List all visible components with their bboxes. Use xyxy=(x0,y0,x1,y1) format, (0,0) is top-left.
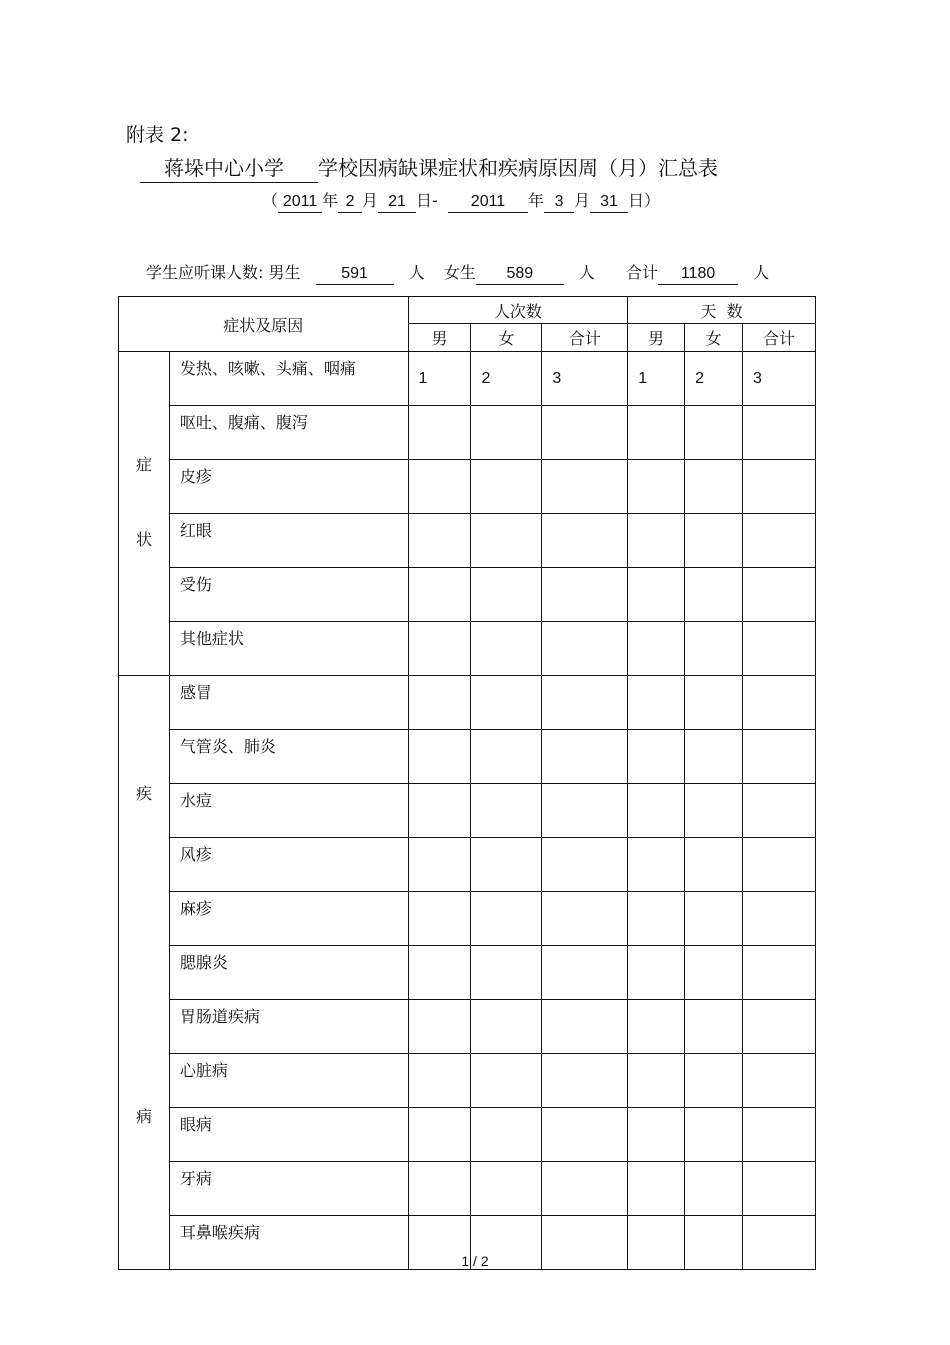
cell[interactable] xyxy=(628,1054,685,1108)
day-close: 日） xyxy=(628,191,661,210)
cell[interactable] xyxy=(743,1162,816,1216)
row-label: 其他症状 xyxy=(169,622,408,676)
row-label: 风疹 xyxy=(169,838,408,892)
cell[interactable] xyxy=(471,1000,542,1054)
table-row xyxy=(119,352,816,406)
unit-total: 人 xyxy=(753,263,770,282)
total-count: 1180 xyxy=(658,265,738,285)
row-label: 皮疹 xyxy=(169,460,408,514)
sub-total: 合计 xyxy=(542,324,628,352)
cell[interactable] xyxy=(471,676,542,730)
cell[interactable] xyxy=(471,730,542,784)
month-char: 月 xyxy=(362,191,379,210)
row-label: 牙病 xyxy=(169,1162,408,1216)
cell[interactable] xyxy=(471,406,542,460)
cell[interactable] xyxy=(685,460,743,514)
table-row xyxy=(119,568,816,622)
start-month: 2 xyxy=(338,193,362,213)
cell[interactable] xyxy=(685,838,743,892)
cell[interactable] xyxy=(408,946,471,1000)
cell[interactable] xyxy=(542,460,628,514)
cell[interactable] xyxy=(542,622,628,676)
month-char-2: 月 xyxy=(574,191,591,210)
cell[interactable] xyxy=(685,892,743,946)
cell[interactable] xyxy=(685,730,743,784)
cell[interactable] xyxy=(685,1000,743,1054)
end-month: 3 xyxy=(544,193,574,213)
header-visits: 人次数 xyxy=(408,297,628,324)
cell[interactable] xyxy=(471,892,542,946)
cell[interactable] xyxy=(471,1108,542,1162)
group-char: 疾 xyxy=(135,784,152,803)
female-label: 女生 xyxy=(443,263,476,282)
cell[interactable] xyxy=(628,622,685,676)
cell[interactable] xyxy=(628,730,685,784)
cell[interactable] xyxy=(628,1162,685,1216)
sub-male: 男 xyxy=(408,324,471,352)
group-symptoms xyxy=(119,352,170,676)
sub-female: 女 xyxy=(471,324,542,352)
table-row xyxy=(119,730,816,784)
unit-male: 人 xyxy=(408,263,425,282)
cell[interactable] xyxy=(628,892,685,946)
cell[interactable] xyxy=(471,514,542,568)
cell[interactable] xyxy=(408,622,471,676)
cell-value[interactable]: 1 xyxy=(628,352,685,406)
cell[interactable] xyxy=(542,676,628,730)
cell[interactable] xyxy=(542,1000,628,1054)
cell[interactable] xyxy=(408,784,471,838)
cell[interactable] xyxy=(542,946,628,1000)
table-row xyxy=(119,838,816,892)
cell[interactable] xyxy=(743,1054,816,1108)
summary-table xyxy=(118,296,816,1270)
sub-male: 男 xyxy=(628,324,685,352)
cell[interactable] xyxy=(628,676,685,730)
header-item: 症状及原因 xyxy=(119,297,409,352)
cell[interactable] xyxy=(471,946,542,1000)
header-days: 天 数 xyxy=(628,297,816,324)
cell[interactable] xyxy=(743,838,816,892)
cell[interactable] xyxy=(471,460,542,514)
cell[interactable] xyxy=(408,1054,471,1108)
row-label: 发热、咳嗽、头痛、咽痛 xyxy=(169,352,408,406)
day-dash: 日- xyxy=(416,191,438,210)
cell[interactable] xyxy=(542,1108,628,1162)
cell[interactable] xyxy=(471,838,542,892)
cell[interactable] xyxy=(408,514,471,568)
cell[interactable] xyxy=(628,514,685,568)
cell[interactable] xyxy=(471,1054,542,1108)
cell[interactable] xyxy=(743,730,816,784)
cell[interactable] xyxy=(408,1000,471,1054)
cell[interactable] xyxy=(628,1000,685,1054)
cell[interactable] xyxy=(628,946,685,1000)
table-row xyxy=(119,946,816,1000)
cell[interactable] xyxy=(743,406,816,460)
cell[interactable] xyxy=(743,568,816,622)
row-label: 感冒 xyxy=(169,676,408,730)
table-row xyxy=(119,1054,816,1108)
table-row xyxy=(119,784,816,838)
cell[interactable] xyxy=(542,838,628,892)
table-row xyxy=(119,406,816,460)
table-row xyxy=(119,1108,816,1162)
table-row xyxy=(119,1162,816,1216)
cell[interactable] xyxy=(628,460,685,514)
total-label: 合计 xyxy=(626,263,659,282)
end-year: 2011 xyxy=(448,193,528,213)
start-year: 2011 xyxy=(278,193,322,213)
cell-value[interactable]: 2 xyxy=(685,352,743,406)
row-label: 受伤 xyxy=(169,568,408,622)
cell[interactable] xyxy=(408,730,471,784)
cell[interactable] xyxy=(685,406,743,460)
paren-open: （ xyxy=(262,191,279,210)
row-label: 耳鼻喉疾病 xyxy=(169,1216,408,1270)
enrollment-line xyxy=(146,260,769,285)
cell[interactable] xyxy=(542,1054,628,1108)
appendix-label: 附表 2: xyxy=(126,124,189,146)
group-char: 症 xyxy=(135,455,152,474)
end-day: 31 xyxy=(590,193,628,213)
start-day: 21 xyxy=(378,193,416,213)
school-name: 蒋垛中心小学 xyxy=(140,152,318,183)
cell[interactable] xyxy=(542,784,628,838)
cell[interactable] xyxy=(685,622,743,676)
cell[interactable] xyxy=(628,784,685,838)
male-count: 591 xyxy=(316,265,394,285)
cell[interactable] xyxy=(542,1162,628,1216)
cell[interactable] xyxy=(685,946,743,1000)
group-char: 病 xyxy=(135,1107,152,1126)
cell[interactable] xyxy=(408,1162,471,1216)
group-diseases xyxy=(119,676,170,1270)
cell[interactable] xyxy=(743,676,816,730)
cell[interactable] xyxy=(471,1162,542,1216)
row-label: 呕吐、腹痛、腹泻 xyxy=(169,406,408,460)
cell[interactable] xyxy=(408,1108,471,1162)
year-char-2: 年 xyxy=(528,191,545,210)
cell[interactable] xyxy=(685,568,743,622)
cell[interactable] xyxy=(685,1108,743,1162)
row-label: 腮腺炎 xyxy=(169,946,408,1000)
cell[interactable] xyxy=(628,1108,685,1162)
page-number: 1 / 2 xyxy=(461,1253,489,1269)
cell[interactable] xyxy=(743,460,816,514)
cell[interactable] xyxy=(542,514,628,568)
sub-female: 女 xyxy=(685,324,743,352)
table-row xyxy=(119,892,816,946)
row-label: 气管炎、肺炎 xyxy=(169,730,408,784)
cell-value[interactable]: 3 xyxy=(542,352,628,406)
table-row xyxy=(119,1000,816,1054)
cell[interactable] xyxy=(743,946,816,1000)
cell[interactable] xyxy=(542,406,628,460)
cell[interactable] xyxy=(743,784,816,838)
cell[interactable] xyxy=(408,568,471,622)
cell-value[interactable]: 3 xyxy=(743,352,816,406)
cell[interactable] xyxy=(743,1108,816,1162)
cell[interactable] xyxy=(685,514,743,568)
unit-female: 人 xyxy=(578,263,595,282)
enroll-label: 学生应听课人数: xyxy=(146,263,264,282)
cell[interactable] xyxy=(471,568,542,622)
cell[interactable] xyxy=(743,622,816,676)
table-row xyxy=(119,514,816,568)
cell[interactable] xyxy=(685,676,743,730)
cell[interactable] xyxy=(471,622,542,676)
cell-value[interactable]: 2 xyxy=(471,352,542,406)
cell[interactable] xyxy=(743,892,816,946)
cell[interactable] xyxy=(628,406,685,460)
row-label: 麻疹 xyxy=(169,892,408,946)
table-row xyxy=(119,676,816,730)
cell[interactable] xyxy=(408,838,471,892)
cell[interactable] xyxy=(542,892,628,946)
female-count: 589 xyxy=(476,265,564,285)
cell[interactable] xyxy=(408,676,471,730)
cell[interactable] xyxy=(628,838,685,892)
row-label: 胃肠道疾病 xyxy=(169,1000,408,1054)
title-suffix: 学校因病缺课症状和疾病原因周（月）汇总表 xyxy=(318,156,718,180)
cell[interactable] xyxy=(628,568,685,622)
cell[interactable] xyxy=(685,784,743,838)
date-range xyxy=(262,188,660,213)
cell[interactable] xyxy=(471,784,542,838)
cell[interactable] xyxy=(408,460,471,514)
cell[interactable] xyxy=(685,1054,743,1108)
form-title xyxy=(140,152,718,183)
row-label: 眼病 xyxy=(169,1108,408,1162)
cell-value[interactable]: 1 xyxy=(408,352,471,406)
table-row xyxy=(119,622,816,676)
group-char: 状 xyxy=(135,530,152,549)
cell[interactable] xyxy=(743,514,816,568)
cell[interactable] xyxy=(743,1000,816,1054)
male-label: 男生 xyxy=(268,263,301,282)
table-row xyxy=(119,460,816,514)
year-char: 年 xyxy=(322,191,339,210)
row-label: 心脏病 xyxy=(169,1054,408,1108)
sub-total: 合计 xyxy=(743,324,816,352)
cell[interactable] xyxy=(542,730,628,784)
cell[interactable] xyxy=(685,1162,743,1216)
row-label: 红眼 xyxy=(169,514,408,568)
cell[interactable] xyxy=(542,568,628,622)
row-label: 水痘 xyxy=(169,784,408,838)
cell[interactable] xyxy=(408,892,471,946)
cell[interactable] xyxy=(408,406,471,460)
